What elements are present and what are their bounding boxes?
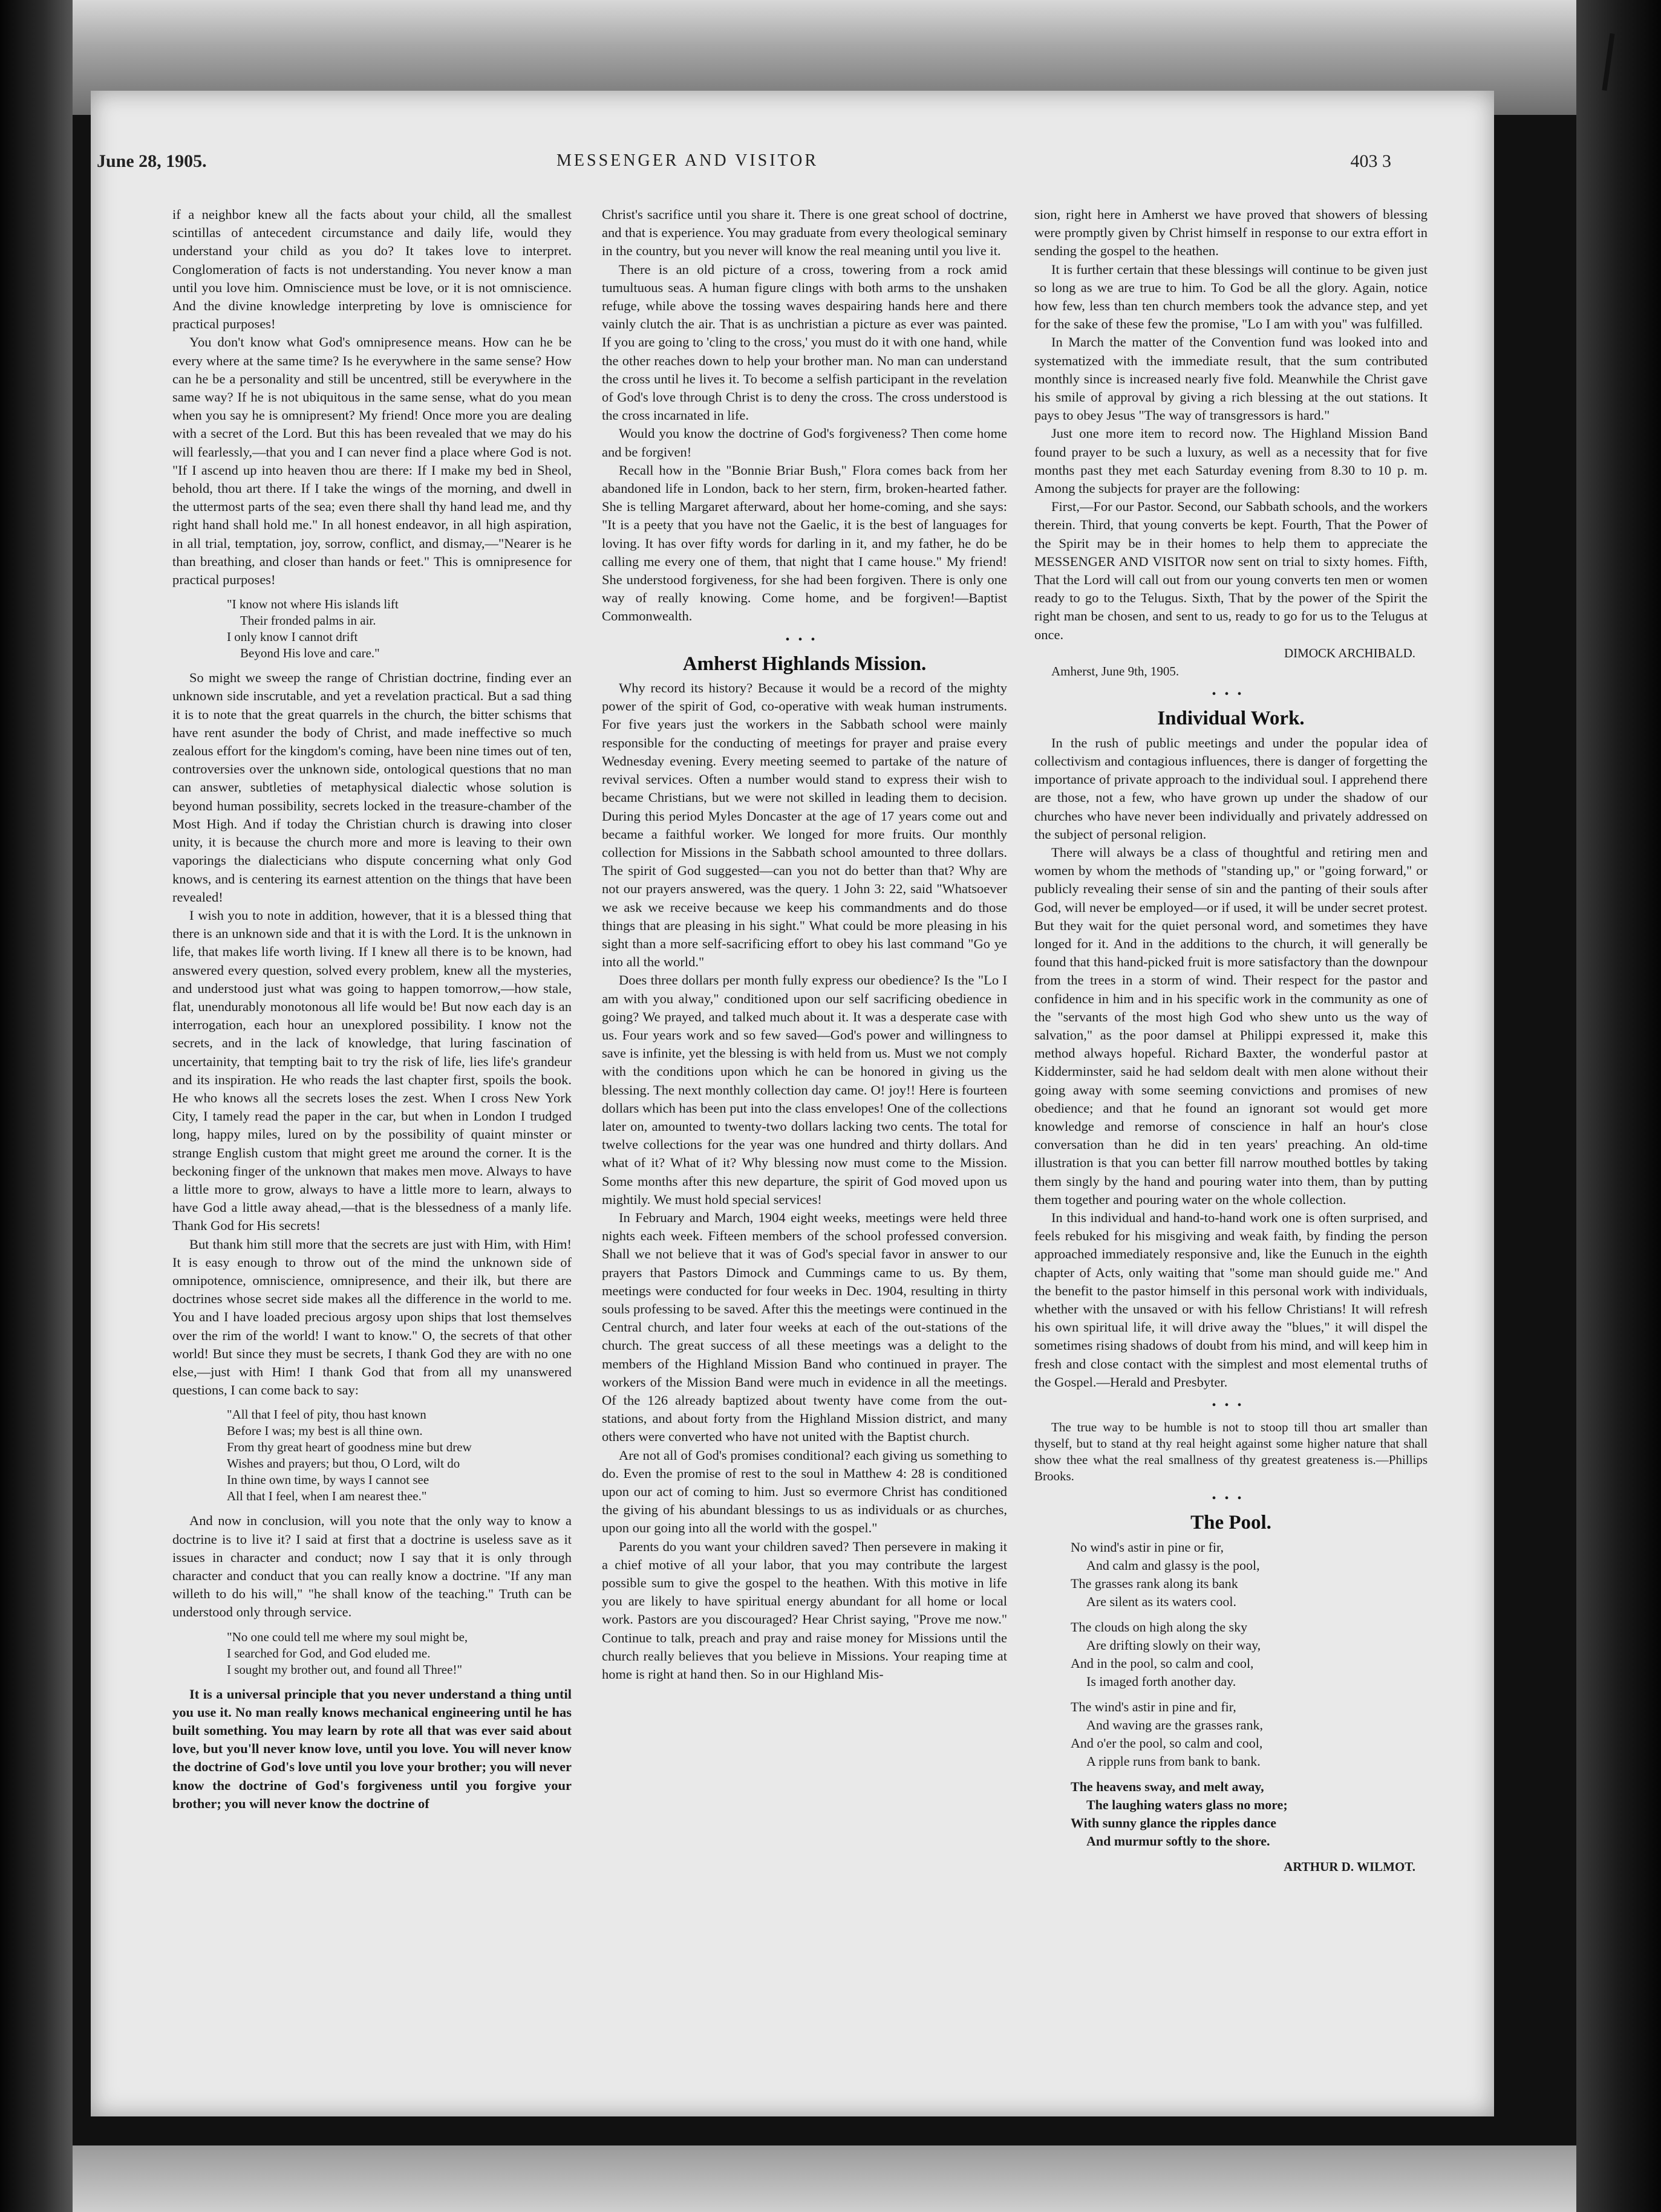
poem-author: ARTHUR D. WILMOT. bbox=[1284, 1859, 1415, 1874]
section-divider: ••• bbox=[1212, 1492, 1250, 1506]
paragraph: Why record its history? Because it would be a record of the mighty power of the spirit of God, co-operative with weak human instruments. For five years just the workers in the Sabbath school were mainly responsible for the conducting of meetings for prayer and praise every Wednesday evening. Every meeting seemed to partake of the nature of revival services. Often a number would stand to express their wish to became Christians, but we were not skilled in leading them to decision. During this period Myles Doncaster at the age of 17 years come out and became a faithful worker. We longed for more fruits. Our monthly collection for Missions in the Sabbath school amounted to three dollars. The spirit of God suggested—can you not do better than that? Why are not our prayers answered, was the query. 1 John 3: 22, said "Whatsoever we ask we receive because we keep his commandments and do those things that are pleasing in his sight." What could be more pleasing in his sight than a more self-sacrificing effort to obey his last command "Go ye into all the world." bbox=[602, 680, 1007, 970]
paragraph: First,—For our Pastor. Second, our Sabbath schools, and the workers therein. Third, that young converts be kept. Fourth, That the Power of the Spirit may be in their homes to help them to appreciate the MESSENGER AND VISITOR now sent on trial to sixty homes. Fifth, That the Lord will call out from our young converts ten men or women ready to go to the Telugus. Sixth, That by the power of the Spirit the right man be chosen, and sent to us, ready to go for us to the Telugus at once. bbox=[1034, 499, 1428, 642]
poem-line: Are silent as its waters cool. bbox=[1086, 1593, 1237, 1609]
verse-line: I only know I cannot drift bbox=[227, 629, 358, 645]
poem-line: Are drifting slowly on their way, bbox=[1086, 1637, 1261, 1653]
verse-quote bbox=[227, 1629, 572, 1678]
poem-line: The wind's astir in pine and fir, bbox=[1071, 1699, 1236, 1714]
scan-border-right bbox=[1576, 0, 1661, 2212]
verse-line: Beyond His love and care." bbox=[240, 646, 380, 661]
poem bbox=[1071, 1538, 1428, 1850]
column-2 bbox=[602, 206, 1007, 1683]
paragraph: Recall how in the "Bonnie Briar Bush," Flora comes back from her abandoned life in London, back to her stern, firm, broken-hearted father. She is telling Margaret afterward, about her home-coming, and she says: "It is a peety that you have not the Gaelic, it is the best of languages for loving. It has over fifty words for darling in it, and my father, he do be calling me every one of them, that night that I came house." My friend! She understood forgiveness, for she had been forgiven. There is only one way of really knowing. Come home, and be forgiven!—Baptist Commonwealth. bbox=[602, 462, 1007, 624]
paragraph: So might we sweep the range of Christian doctrine, finding ever an unknown side inscrutable, and yet a revelation practical. But a sad thing it is to note that the great quarrels in the church, the bitter schisms that have rent asunder the body of Christ, and made ineffective so much zealous effort for the kingdom's coming, have been nine times out of ten, controversies over the unknown side, ontological questions that no man can answer, subtleties of metaphysical dialectic whose solution is beyond human possibility, secrets locked in the treasure-chamber of the Most High. And if today the Christian church is drawing into closer unity, it is because the church more and more is leaving to their own vaporings the dialecticians who dispute concerning what only God knows, and is centering its earnest attention on the things that have been revealed! bbox=[172, 670, 572, 905]
verse-line: Before I was; my best is all thine own. bbox=[227, 1423, 423, 1439]
poem-stanza bbox=[1071, 1778, 1428, 1850]
paragraph: In the rush of public meetings and under the popular idea of collectivism and contagious influences, there is danger of forgetting the importance of private approach to the individual soul. I apprehend there are those, not a few, who have grown up under the shadow of our churches who have never been individually and privately addressed on the subject of personal religion. bbox=[1034, 735, 1428, 842]
page-number: 403 3 bbox=[1350, 151, 1391, 171]
quotation: The true way to be humble is not to stoop till thou art smaller than thyself, but to stand at thy real height against some higher nature that shall show thee what the real smallness of thy greatest greateness is.—Phillips Brooks. bbox=[1034, 1420, 1428, 1484]
scan-border-bottom bbox=[0, 2145, 1661, 2212]
column-3 bbox=[1034, 206, 1428, 1876]
scan-border-left bbox=[0, 0, 73, 2212]
author-signature: DIMOCK ARCHIBALD. bbox=[1284, 645, 1415, 660]
paragraph: Does three dollars per month fully express our obedience? Is the "Lo I am with you alway," conditioned upon our self sacrificing obedience in going? We prayed, and talked much about it. It was a desperate case with us. Four years work and so few saved—God's power and willingness to save is infinite, yet the blessing is with held from us. Must we not comply with the conditions upon which he can be honored in giving us the blessing. The next monthly collection day came. O! joy!! Here is fourteen dollars which has been put into the class envelopes! One of the collections later on, amounted to twenty-two dollars lacking two cents. The total for twelve collections for the year was one hundred and thirty dollars. And what of it? What of it? Why blessing now must come to the Mission. Some months after this new departure, the spirit of God moved upon us mightily. We must hold special services! bbox=[602, 972, 1007, 1207]
poem-line: A ripple runs from bank to bank. bbox=[1086, 1753, 1261, 1769]
paragraph: Are not all of God's promises conditional? each giving us something to do. Even the promise of rest to the soul in Matthew 4: 28 is conditioned upon our act of coming to him. Just so evermore Christ has conditioned the giving of his abundant blessings to us as individuals or as churches, upon our going into all the world with the gospel." bbox=[602, 1447, 1007, 1536]
poem-line: And o'er the pool, so calm and cool, bbox=[1071, 1735, 1263, 1751]
paragraph: There will always be a class of thoughtful and retiring men and women by whom the methods of "standing up," or "going forward," or publicly revealing their sense of sin and the panting of their souls after God, will never be employed—or if used, it will be under secret protest. But they wait for the quiet personal word, and sometimes they have longed for it. And in the additions to the church, it will generally be found that this hand-picked fruit is more satisfactory than the downpour from the trees in a storm of wind. Their respect for the pastor and confidence in him and in his specific work in the community as one of the "servants of the most high God who shew unto us the way of salvation," as the poor damsel at Philippi expressed it, make this method always hopeful. Richard Baxter, the wonderful pastor at Kidderminster, said he had seldom dealt with men alone without their going away with some seeming convictions and promises of new obedience; and that he found an ignorant sot would get more knowledge and remorse of conscience in half an hour's close conversation than he did in ten years' preaching. An old-time illustration is that you can better fill narrow mouthed bottles by taking them singly by the hand and pouring water into them, than by putting them together and pouring water on the whole collection. bbox=[1034, 844, 1428, 1207]
verse-line: "I know not where His islands lift bbox=[227, 597, 399, 612]
paragraph: In this individual and hand-to-hand work one is often surprised, and feels rebuked for his misgiving and weak faith, by finding the person approached immediately responsive and, like the Eunuch in the eighth chapter of Acts, only waiting that "some man should guide me." And the benefit to the pastor himself in this personal work with individuals, whether with the unsaved or with his fellow Christians! It will refresh his own spiritual life, it will drive away the "blues," it will dispel the sometimes rising shadows of doubt from his mind, and will keep him in fresh and close contact with the simplest and most elemental truths of the Gospel.—Herald and Presbyter. bbox=[1034, 1209, 1428, 1390]
paragraph: It is a universal principle that you never understand a thing until you use it. No man really knows mechanical engineering until he has built something. You may learn by rote all that was ever said about love, but you'll never know love, until you love. You will never know the doctrine of God's love until you love your brother; you will never know the doctrine of God's forgiveness until you forgive your brother; you will never know the doctrine of bbox=[172, 1686, 572, 1811]
verse-quote bbox=[227, 1407, 572, 1504]
paragraph: Just one more item to record now. The Highland Mission Band found prayer to be such a luxury, as well as a necessity that for five months past they met each Saturday evening from 8.30 to 10 p. m. Among the subjects for prayer are the following: bbox=[1034, 426, 1428, 496]
poem-line: The laughing waters glass no more; bbox=[1086, 1797, 1288, 1812]
poem-stanza bbox=[1071, 1618, 1428, 1691]
section-divider: ••• bbox=[785, 633, 824, 646]
poem-title: The Pool. bbox=[1190, 1512, 1271, 1534]
paragraph: Would you know the doctrine of God's forgiveness? Then come home and be forgiven! bbox=[602, 426, 1007, 460]
article-heading: Amherst Highlands Mission. bbox=[682, 652, 927, 675]
dateline: Amherst, June 9th, 1905. bbox=[1051, 664, 1180, 679]
verse-quote bbox=[227, 596, 572, 662]
poem-line: With sunny glance the ripples dance bbox=[1071, 1815, 1277, 1830]
article-heading: Individual Work. bbox=[1157, 708, 1305, 730]
paragraph: But thank him still more that the secrets are just with Him, with Him! It is easy enough to throw out of the mind the unknown side of omnipotence, omniscience, omnipresence, and their ilk, but there are doctrines whose secret side makes all the difference in the world to me. You and I have loaded precious argosy upon ships that lost themselves over the rim of the world! I want to know." O, the secrets of that other world! But since they must be secrets, I thank God they are with no one else,—just with Him! I thank God that from all my unanswered questions, I can come back to say: bbox=[172, 1236, 572, 1398]
poem-line: And murmur softly to the shore. bbox=[1086, 1833, 1270, 1849]
verse-line: "No one could tell me where my soul might be, bbox=[227, 1629, 468, 1644]
section-divider: ••• bbox=[1212, 1399, 1250, 1412]
paragraph: In March the matter of the Convention fund was looked into and systematized with the immediate result, that the sum contributed monthly since is increased nearly five fold. Meanwhile the Christ gave his smile of approval by giving a rich blessing at the out stations. It pays to obey Jesus "The way of transgressors is hard." bbox=[1034, 334, 1428, 423]
paragraph: I wish you to note in addition, however, that it is a blessed thing that there is an unknown side and that it is with the Lord. It is the unknown in life, that makes life worth living. If I knew all there is to be known, had answered every question, solved every problem, knew all the mysteries, and understood just what was going to happen tomorrow,—how stale, flat, unendurably monotonous all life would be! But now each day is an interrogation, each hour an unexplored possibility. I know not the secrets, and in the lack of knowledge, that luring fascination of uncertainity, that tempting bait to try the risk of life, lies life's grandeur and its inspiration. He who reads the last chapter first, spoils the book. He who knows all the secrets loses the zest. When I cross New York City, I tamely read the paper in the car, but when in London I trudged long, happy miles, lured on by the possibility of quaint minster or strange English custom that might greet me around the corner. It is the beckoning finger of the unknown that makes men move. Always to have a little more to grow, always to have a little more to learn, always to have God a little away ahead,—that is the blessedness of a manly life. Thank God for His secrets! bbox=[172, 907, 572, 1234]
paragraph: sion, right here in Amherst we have proved that showers of blessing were promptly given by Christ himself in response to our extra effort in sending the gospel to the heathen. bbox=[1034, 207, 1428, 259]
poem-line: No wind's astir in pine or fir, bbox=[1071, 1539, 1224, 1555]
poem-stanza bbox=[1071, 1538, 1428, 1611]
verse-line: Their fronded palms in air. bbox=[240, 613, 376, 628]
masthead-title: MESSENGER AND VISITOR bbox=[556, 151, 819, 170]
poem-line: The heavens sway, and melt away, bbox=[1071, 1778, 1264, 1794]
verse-line: In thine own time, by ways I cannot see bbox=[227, 1472, 429, 1488]
paragraph: And now in conclusion, will you note that the only way to know a doctrine is to live it? I said at first that a doctrine is useless save as it issues in character and conduct; now I say that it is only through character and conduct that you can really know a doctrine. "If any man willeth to do his will," "he shall know of the teaching." Truth can be understood only through service. bbox=[172, 1513, 572, 1620]
poem-line: The grasses rank along its bank bbox=[1071, 1575, 1238, 1591]
poem-line: And in the pool, so calm and cool, bbox=[1071, 1655, 1254, 1671]
paragraph: It is further certain that these blessings will continue to be given just so long as we are true to him. To God be all the glory. Again, notice how few, less than ten church members took the advance step, and yet for the sake of these few the promise, "Lo I am with you" was fulfilled. bbox=[1034, 261, 1428, 332]
verse-line: "All that I feel of pity, thou hast known bbox=[227, 1407, 426, 1422]
verse-line: All that I feel, when I am nearest thee." bbox=[227, 1489, 427, 1504]
verse-line: Wishes and prayers; but thou, O Lord, wilt do bbox=[227, 1456, 460, 1471]
paragraph: You don't know what God's omnipresence means. How can he be every where at the same time? Is he everywhere in the same sense? How can he be a personality and still be uncentred, still be everywhere in the same way? If he is not ubiquitous in the same sense, what do you mean when you say he is omnipresent? My friend! Once more you are dealing with a secret of the Lord. But this has been revealed that we may do his will fearlessly,—that you and I can never find a place where God is not. "If I ascend up into heaven thou are there: If I make my bed in Sheol, behold, thou art there. If I take the wings of the morning, and dwell in the uttermost parts of the sea; even there shall thy hand lead me, and thy right hand shall hold me." In all honest endeavor, in all high aspiration, in all trial, temptation, joy, sorrow, conflict, and dismay,—"Nearer is he than breathing, and closer than hands or feet." This is omnipresence for practical purposes! bbox=[172, 334, 572, 588]
poem-line: Is imaged forth another day. bbox=[1086, 1673, 1236, 1689]
column-1 bbox=[172, 206, 572, 1813]
poem-line: And calm and glassy is the pool, bbox=[1086, 1557, 1260, 1573]
verse-line: From thy great heart of goodness mine but drew bbox=[227, 1440, 472, 1455]
poem-stanza bbox=[1071, 1698, 1428, 1771]
paragraph: Christ's sacrifice until you share it. There is one great school of doctrine, and that is experience. You may graduate from every theological seminary in the country, but you never will know the real meaning until you live it. bbox=[602, 207, 1007, 259]
paragraph: In February and March, 1904 eight weeks, meetings were held three nights each week. Fifteen members of the school professed conversion. Shall we not believe that it was of God's special favor in answer to our prayers that Pastors Dimock and Cummings came to us. By them, meetings were conducted for four weeks in Dec. 1904, resulting in thirty souls professing to be saved. After this the meetings were continued in the Central church, and later four weeks at each of the out-stations of the church. The great success of all these meetings was a delight to the members of the Highland Mission Band who continued in prayer. The workers of the Mission Band were much in evidence in all the meetings. Of the 126 already baptized about twenty have come from the out-stations, and about forty from the Highland Mission district, and many others were converted who have not united with the Baptist church. bbox=[602, 1209, 1007, 1445]
paragraph: There is an old picture of a cross, towering from a rock amid tumultuous seas. A human figure clings with both arms to the unshaken refuge, while above the tossing waves despairing hands here and there vainly clutch the air. That is as unchristian a picture as ever was painted. If you are going to 'cling to the cross,' you must do it with one hand, while the other reaches down to help your brother man. No man can understand the cross until he lives it. To become a selfish participant in the revelation of God's love through Christ is to deny the cross. The cross understood is the cross incarnated in life. bbox=[602, 261, 1007, 423]
issue-date: June 28, 1905. bbox=[97, 151, 207, 171]
page-header bbox=[97, 151, 1391, 187]
paragraph: if a neighbor knew all the facts about your child, all the smallest scintillas of antecedent circumstance and daily life, would they understand your child as you do? It takes love to interpret. Conglomeration of facts is not understanding. You never know a man until you love him. Omniscience must be love, or it is not omniscience. And the divine knowledge interpreting by love is omniscience for practical purposes! bbox=[172, 207, 572, 332]
paragraph: Parents do you want your children saved? Then persevere in making it a chief motive of all your labor, that you may contribute the largest possible sum to give the gospel to the heathen. With this motive in life you are likely to have spiritual energy abundant for all home or local work. Pastors are you discouraged? Hear Christ saying, "Prove me now." Continue to talk, preach and pray and raise money for Missions until the church really believes that you believe in Missions. Your reaping time at home is right at hand then. So in our Highland Mis- bbox=[602, 1538, 1007, 1682]
section-divider: ••• bbox=[1212, 688, 1250, 701]
verse-line: I searched for God, and God eluded me. bbox=[227, 1645, 431, 1661]
verse-line: I sought my brother out, and found all Three!" bbox=[227, 1662, 463, 1677]
poem-line: And waving are the grasses rank, bbox=[1086, 1717, 1264, 1732]
poem-line: The clouds on high along the sky bbox=[1071, 1619, 1248, 1635]
